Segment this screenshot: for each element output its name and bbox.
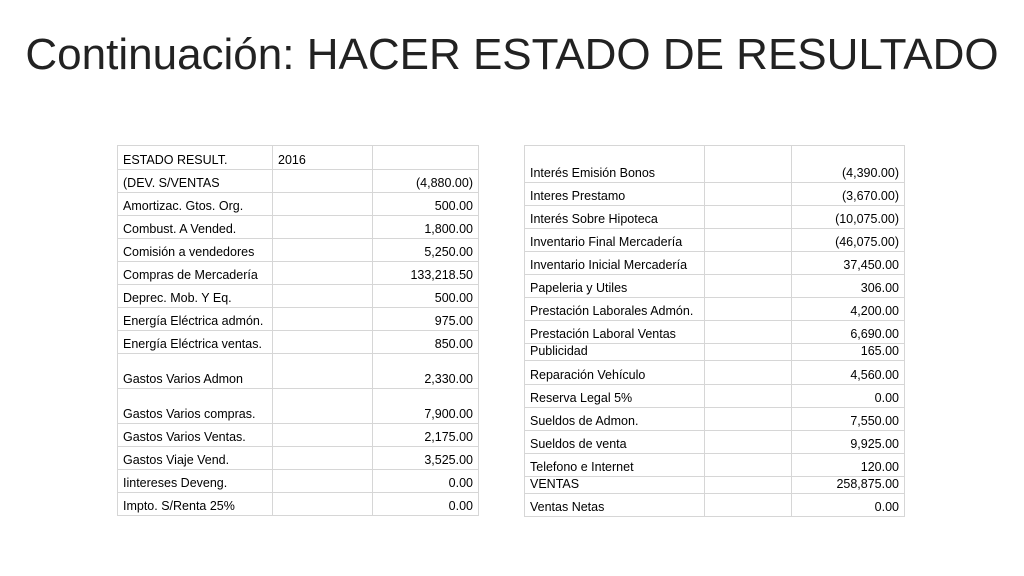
row-label: Reparación Vehículo	[525, 361, 705, 385]
row-empty	[273, 493, 373, 516]
row-value: 7,900.00	[373, 389, 479, 424]
row-value: 7,550.00	[792, 408, 905, 431]
row-value: 975.00	[373, 308, 479, 331]
row-label: Gastos Varios Admon	[118, 354, 273, 389]
row-empty	[705, 477, 792, 494]
row-label: Combust. A Vended.	[118, 216, 273, 239]
row-label: ESTADO RESULT.	[118, 146, 273, 170]
row-value: 133,218.50	[373, 262, 479, 285]
row-empty	[705, 275, 792, 298]
row-value: 3,525.00	[373, 447, 479, 470]
row-value: 500.00	[373, 193, 479, 216]
row-label: (DEV. S/VENTAS	[118, 170, 273, 193]
row-empty	[705, 408, 792, 431]
row-value: 850.00	[373, 331, 479, 354]
row-value: 6,690.00	[792, 321, 905, 344]
row-label: VENTAS	[525, 477, 705, 494]
row-empty	[273, 262, 373, 285]
row-value: 2,330.00	[373, 354, 479, 389]
row-label: Gastos Viaje Vend.	[118, 447, 273, 470]
row-value: 0.00	[373, 470, 479, 493]
table-row	[525, 454, 905, 477]
table-row	[525, 275, 905, 298]
row-empty	[273, 308, 373, 331]
row-empty	[273, 193, 373, 216]
row-empty	[273, 470, 373, 493]
row-label: Publicidad	[525, 344, 705, 361]
row-empty	[273, 285, 373, 308]
row-empty	[705, 454, 792, 477]
row-value: 5,250.00	[373, 239, 479, 262]
row-label: Iintereses Deveng.	[118, 470, 273, 493]
table-row	[118, 262, 479, 285]
row-label: Gastos Varios compras.	[118, 389, 273, 424]
row-value: 9,925.00	[792, 431, 905, 454]
row-empty	[273, 170, 373, 193]
table-row	[525, 477, 905, 494]
row-label: Prestación Laboral Ventas	[525, 321, 705, 344]
row-value: (3,670.00)	[792, 183, 905, 206]
row-label: Interés Emisión Bonos	[525, 146, 705, 183]
row-label: Deprec. Mob. Y Eq.	[118, 285, 273, 308]
row-value: 2,175.00	[373, 424, 479, 447]
table-row	[118, 389, 479, 424]
table-row	[118, 331, 479, 354]
table-row	[118, 285, 479, 308]
row-label: Interes Prestamo	[525, 183, 705, 206]
row-empty	[273, 389, 373, 424]
table-row	[525, 321, 905, 344]
row-empty	[273, 447, 373, 470]
table-row	[525, 385, 905, 408]
table-row	[525, 431, 905, 454]
table-row	[525, 298, 905, 321]
row-label: Reserva Legal 5%	[525, 385, 705, 408]
row-value: 4,560.00	[792, 361, 905, 385]
row-empty	[705, 431, 792, 454]
row-label: Energía Eléctrica admón.	[118, 308, 273, 331]
row-label: Comisión a vendedores	[118, 239, 273, 262]
row-value: 258,875.00	[792, 477, 905, 494]
row-empty	[273, 331, 373, 354]
row-empty	[705, 361, 792, 385]
row-empty	[273, 424, 373, 447]
row-value: (4,880.00)	[373, 170, 479, 193]
row-empty	[705, 344, 792, 361]
row-label: Gastos Varios Ventas.	[118, 424, 273, 447]
row-empty	[705, 494, 792, 517]
row-label: Sueldos de venta	[525, 431, 705, 454]
row-value: 0.00	[373, 493, 479, 516]
table-row	[118, 146, 479, 170]
table-row	[118, 470, 479, 493]
row-label: Prestación Laborales Admón.	[525, 298, 705, 321]
row-value: 500.00	[373, 285, 479, 308]
row-year: 2016	[273, 146, 373, 170]
row-label: Amortizac. Gtos. Org.	[118, 193, 273, 216]
table-row	[118, 239, 479, 262]
table-row	[118, 216, 479, 239]
row-label: Sueldos de Admon.	[525, 408, 705, 431]
row-value: 165.00	[792, 344, 905, 361]
table-row	[525, 361, 905, 385]
row-value: 37,450.00	[792, 252, 905, 275]
row-empty	[705, 206, 792, 229]
row-value: 120.00	[792, 454, 905, 477]
table-row	[118, 354, 479, 389]
row-value: 4,200.00	[792, 298, 905, 321]
table-row	[118, 193, 479, 216]
row-value: 306.00	[792, 275, 905, 298]
row-value: (46,075.00)	[792, 229, 905, 252]
row-value: (4,390.00)	[792, 146, 905, 183]
row-value: (10,075.00)	[792, 206, 905, 229]
table-row	[525, 229, 905, 252]
row-label: Ventas Netas	[525, 494, 705, 517]
row-empty	[705, 229, 792, 252]
row-label: Compras de Mercadería	[118, 262, 273, 285]
row-label: Interés Sobre Hipoteca	[525, 206, 705, 229]
row-label: Impto. S/Renta 25%	[118, 493, 273, 516]
table-row	[525, 252, 905, 275]
row-value: 0.00	[792, 494, 905, 517]
table-row	[118, 308, 479, 331]
row-value: 1,800.00	[373, 216, 479, 239]
table-row	[525, 494, 905, 517]
page-title: Continuación: HACER ESTADO DE RESULTADO	[25, 30, 999, 79]
table-row	[118, 170, 479, 193]
row-label: Telefono e Internet	[525, 454, 705, 477]
row-value: 0.00	[792, 385, 905, 408]
row-label: Papeleria y Utiles	[525, 275, 705, 298]
left-table	[117, 145, 479, 516]
row-empty	[705, 298, 792, 321]
table-row	[525, 146, 905, 183]
row-empty	[273, 239, 373, 262]
row-label: Inventario Final Mercadería	[525, 229, 705, 252]
row-empty	[705, 252, 792, 275]
row-value	[373, 146, 479, 170]
table-row	[118, 493, 479, 516]
row-empty	[705, 321, 792, 344]
right-table	[524, 145, 905, 517]
row-empty	[705, 146, 792, 183]
row-empty	[273, 216, 373, 239]
table-row	[525, 206, 905, 229]
row-empty	[705, 385, 792, 408]
row-label: Inventario Inicial Mercadería	[525, 252, 705, 275]
row-empty	[705, 183, 792, 206]
table-row	[525, 408, 905, 431]
table-row	[525, 344, 905, 361]
table-row	[118, 424, 479, 447]
row-label: Energía Eléctrica ventas.	[118, 331, 273, 354]
table-row	[525, 183, 905, 206]
table-row	[118, 447, 479, 470]
row-empty	[273, 354, 373, 389]
